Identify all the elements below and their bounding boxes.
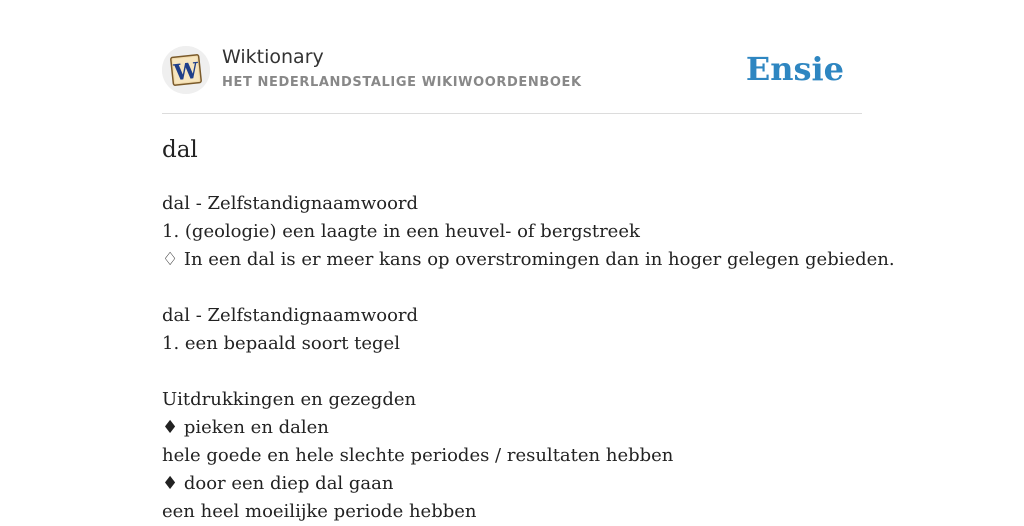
wiktionary-logo-icon[interactable]: [162, 46, 210, 94]
entry-line: 1. (geologie) een laagte in een heuvel- of bergstreek: [162, 221, 640, 242]
wiktionary-tile-icon: [162, 46, 210, 94]
entry-line: ♢ In een dal is er meer kans op overstromingen dan in hoger gelegen gebieden.: [162, 249, 895, 270]
page-title: dal: [162, 137, 198, 163]
svg-text:W: W: [172, 57, 200, 87]
site-header: [162, 0, 862, 114]
entry-line: dal - Zelfstandignaamwoord: [162, 193, 419, 214]
site-name[interactable]: Wiktionary: [222, 46, 324, 68]
entry-line: een heel moeilijke periode hebben: [162, 501, 477, 522]
entry-line: dal - Zelfstandignaamwoord: [162, 305, 419, 326]
entry-line: ♦ door een diep dal gaan: [162, 473, 394, 494]
ensie-brand-logo[interactable]: Ensie: [745, 50, 844, 88]
entry-line: Uitdrukkingen en gezegden: [162, 389, 417, 410]
site-tagline: HET NEDERLANDSTALIGE WIKIWOORDENBOEK: [222, 75, 582, 90]
entry-line: hele goede en hele slechte periodes / resultaten hebben: [162, 445, 674, 466]
entry-body: [162, 190, 895, 526]
entry-line-blank: [162, 274, 882, 302]
entry-line-blank: [162, 358, 882, 386]
entry-line: ♦ pieken en dalen: [162, 417, 329, 438]
page: [162, 0, 895, 522]
entry-line: 1. een bepaald soort tegel: [162, 333, 400, 354]
